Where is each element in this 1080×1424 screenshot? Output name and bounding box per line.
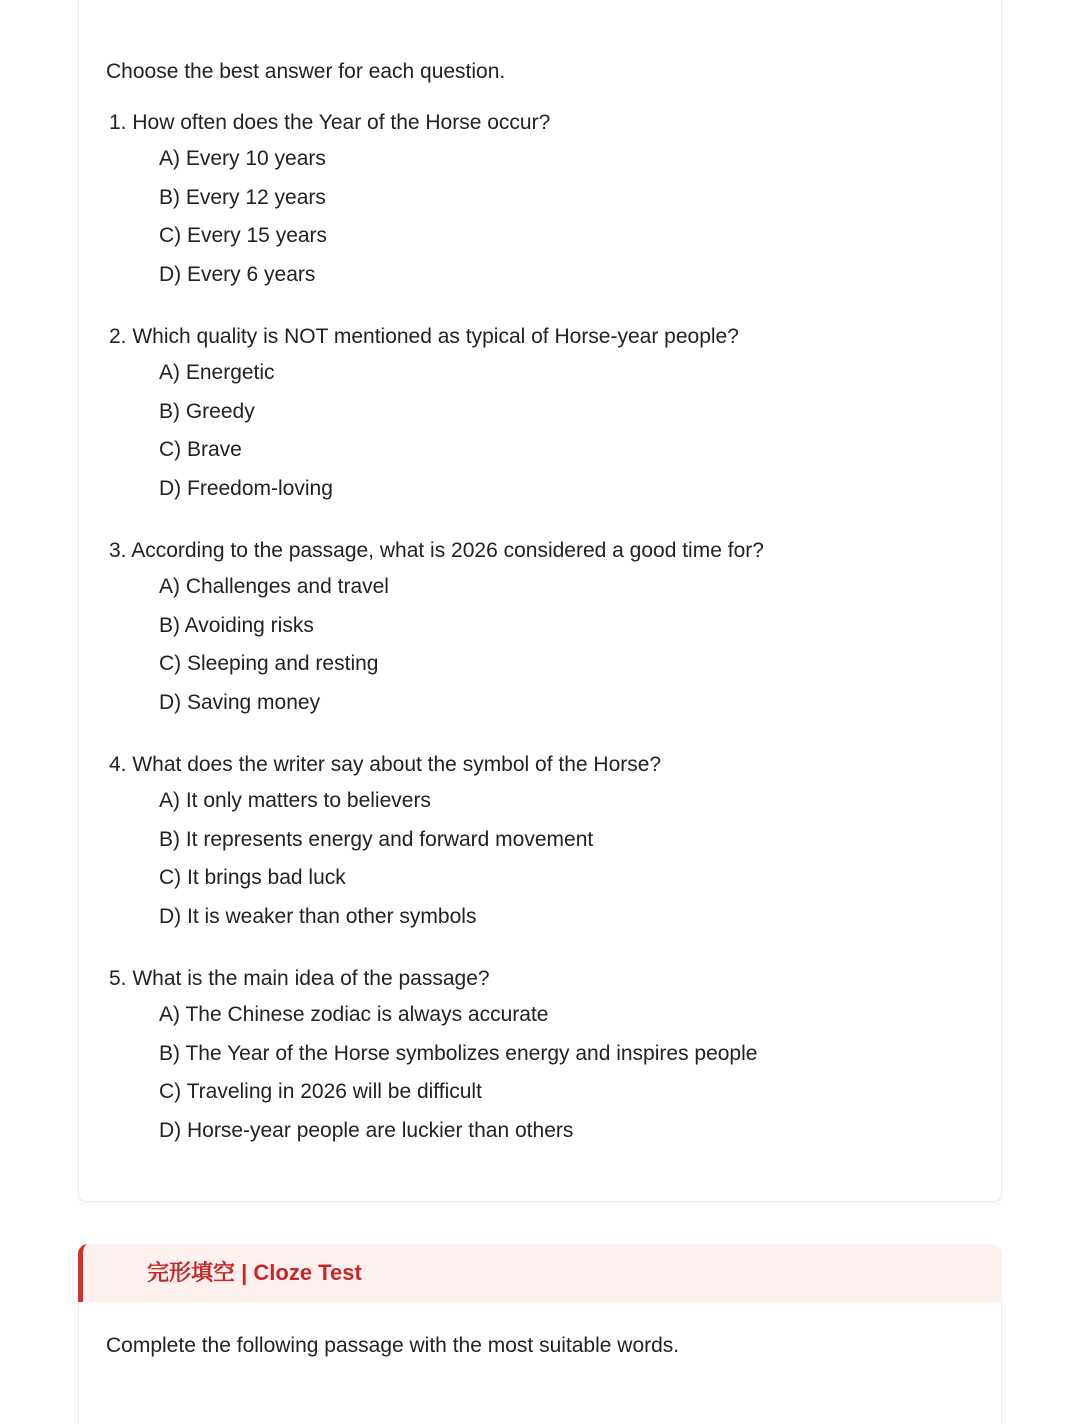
option-c[interactable]: C) It brings bad luck bbox=[159, 866, 346, 889]
reading-questions-card bbox=[78, 0, 1002, 1202]
option-b[interactable]: B) Avoiding risks bbox=[159, 613, 314, 637]
cloze-section-header bbox=[78, 1244, 1002, 1302]
option-list bbox=[159, 573, 389, 727]
question-text: 5. What is the main idea of the passage? bbox=[109, 967, 490, 990]
cloze-section-title: 完形填空 | Cloze Test bbox=[147, 1260, 362, 1285]
option-a[interactable]: A) It only matters to believers bbox=[159, 789, 431, 812]
option-a[interactable]: A) Challenges and travel bbox=[159, 575, 389, 598]
question-text: 3. According to the passage, what is 2026 considered a good time for? bbox=[109, 539, 764, 562]
option-d[interactable]: D) It is weaker than other symbols bbox=[159, 904, 477, 928]
option-d[interactable]: D) Saving money bbox=[159, 690, 321, 714]
option-c[interactable]: C) Brave bbox=[159, 438, 242, 461]
option-list bbox=[159, 145, 327, 299]
option-list bbox=[159, 787, 593, 941]
question-text: 2. Which quality is NOT mentioned as typical of Horse-year people? bbox=[109, 325, 739, 348]
option-a[interactable]: A) Every 10 years bbox=[159, 147, 326, 170]
option-b[interactable]: B) Every 12 years bbox=[159, 185, 326, 209]
reading-instruction: Choose the best answer for each question. bbox=[106, 60, 506, 83]
option-b[interactable]: B) Greedy bbox=[159, 399, 255, 423]
option-c[interactable]: C) Traveling in 2026 will be difficult bbox=[159, 1080, 482, 1103]
option-a[interactable]: A) Energetic bbox=[159, 361, 275, 384]
cloze-card bbox=[78, 1302, 1002, 1424]
option-b[interactable]: B) It represents energy and forward movement bbox=[159, 827, 594, 851]
option-d[interactable]: D) Every 6 years bbox=[159, 262, 316, 286]
option-c[interactable]: C) Sleeping and resting bbox=[159, 652, 379, 675]
question-text: 4. What does the writer say about the symbol of the Horse? bbox=[109, 753, 662, 776]
option-d[interactable]: D) Horse-year people are luckier than others bbox=[159, 1118, 574, 1142]
cloze-instruction: Complete the following passage with the most suitable words. bbox=[106, 1334, 680, 1357]
option-b[interactable]: B) The Year of the Horse symbolizes energy and inspires people bbox=[159, 1041, 758, 1065]
option-c[interactable]: C) Every 15 years bbox=[159, 224, 328, 247]
option-list bbox=[159, 359, 333, 513]
option-a[interactable]: A) The Chinese zodiac is always accurate bbox=[159, 1003, 549, 1026]
option-list bbox=[159, 1001, 757, 1155]
option-d[interactable]: D) Freedom-loving bbox=[159, 476, 333, 500]
question-text: 1. How often does the Year of the Horse occur? bbox=[109, 111, 551, 134]
